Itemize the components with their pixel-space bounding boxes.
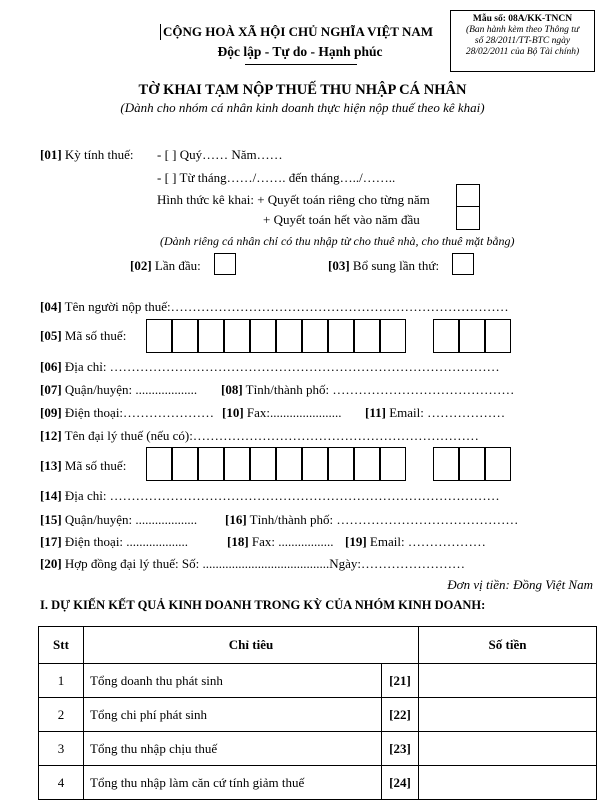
field-code: [14] — [40, 488, 62, 503]
tax-id-branch-cell[interactable] — [485, 447, 511, 481]
taxpayer-province-field[interactable] — [221, 382, 514, 398]
row-code: [23] — [382, 732, 419, 766]
field-code: [07] — [40, 382, 62, 397]
tax-id-digit-cell[interactable] — [380, 319, 406, 353]
tax-id-digit-cell[interactable] — [354, 319, 380, 353]
taxpayer-district-field[interactable] — [40, 382, 197, 398]
row-label: Tổng chi phí phát sinh — [84, 698, 382, 732]
tax-id-branch-cell[interactable] — [459, 319, 485, 353]
tax-id-digit-cell[interactable] — [380, 447, 406, 481]
page-title: TỜ KHAI TẠM NỘP THUẾ THU NHẬP CÁ NHÂN — [138, 82, 467, 98]
header-indicator: Chỉ tiêu — [84, 627, 419, 664]
taxpayer-address-field[interactable] — [40, 359, 500, 375]
agent-email-field[interactable] — [345, 534, 486, 550]
tax-id-digit-cell[interactable] — [328, 319, 354, 353]
form-code-box — [450, 10, 595, 72]
row-code: [22] — [382, 698, 419, 732]
agent-address-field[interactable] — [40, 488, 500, 504]
tax-id-digit-cell[interactable] — [146, 447, 172, 481]
row-stt: 4 — [39, 766, 84, 800]
row-amount-input[interactable] — [419, 698, 597, 732]
field-code: [17] — [40, 534, 62, 549]
field-text: Quận/huyện: ................... — [61, 512, 198, 527]
section-title: I. DỰ KIẾN KẾT QUẢ KINH DOANH TRONG KỲ CỦA NHÓM KINH DOANH: — [40, 598, 486, 612]
taxpayer-phone-field[interactable] — [40, 405, 214, 421]
row-stt: 2 — [39, 698, 84, 732]
tax-id-digit-cell[interactable] — [224, 447, 250, 481]
taxpayer-tax-id-label — [40, 328, 126, 344]
period-note: (Dành riêng cá nhân chỉ có thu nhập từ cho thuê nhà, cho thuê mặt bằng) — [160, 234, 515, 248]
period-code: [01] — [40, 147, 62, 162]
agent-province-field[interactable] — [225, 512, 518, 528]
tax-id-branch-cell[interactable] — [485, 319, 511, 353]
row-code: [24] — [382, 766, 419, 800]
form-code: Mẫu số: 08A/KK-TNCN — [472, 14, 573, 24]
taxpayer-fax-field[interactable] — [222, 405, 342, 421]
agent-district-field[interactable] — [40, 512, 197, 528]
taxpayer-email-field[interactable] — [365, 405, 505, 421]
field-code: [10] — [222, 405, 244, 420]
tax-id-branch-cell[interactable] — [433, 319, 459, 353]
method-first-year-checkbox[interactable] — [456, 206, 480, 230]
field-text: Email: ……………… — [385, 405, 506, 420]
first-time-label: Lần đầu: — [154, 258, 201, 273]
tax-id-digit-cell[interactable] — [276, 447, 302, 481]
tax-id-digit-cell[interactable] — [224, 319, 250, 353]
motto-underline — [245, 64, 357, 65]
tax-id-digit-cell[interactable] — [172, 447, 198, 481]
tax-id-digit-cell[interactable] — [276, 319, 302, 353]
supplement-label: Bổ sung lần thứ: — [352, 258, 440, 273]
method-label: Hình thức kê khai: + Quyết toán riêng cho từng năm — [157, 192, 430, 207]
field-text: Quận/huyện: ................... — [61, 382, 198, 397]
field-text: Điện thoại:………………… — [61, 405, 215, 420]
form-note-3: 28/02/2011 của Bộ Tài chính) — [465, 47, 580, 57]
form-note-1: (Ban hành kèm theo Thông tư — [465, 25, 580, 35]
field-code: [12] — [40, 428, 62, 443]
row-label: Tổng thu nhập làm căn cứ tính giảm thuế — [84, 766, 382, 800]
row-label: Tổng thu nhập chịu thuế — [84, 732, 382, 766]
field-code: [04] — [40, 299, 62, 314]
tax-id-digit-cell[interactable] — [198, 447, 224, 481]
tax-id-digit-cell[interactable] — [198, 319, 224, 353]
field-text: Fax: ................. — [248, 534, 334, 549]
table-row — [39, 664, 597, 698]
tax-id-digit-cell[interactable] — [250, 447, 276, 481]
results-table — [38, 626, 597, 800]
method-option-2: + Quyết toán hết vào năm đầu — [263, 212, 420, 227]
table-header — [39, 627, 597, 664]
field-code: [18] — [227, 534, 249, 549]
field-text: Mã số thuế: — [61, 328, 127, 343]
row-label: Tổng doanh thu phát sinh — [84, 664, 382, 698]
field-code: [08] — [221, 382, 243, 397]
first-time-field — [130, 258, 201, 274]
agent-contract-field[interactable] — [40, 556, 465, 572]
supplement-code: [03] — [328, 258, 350, 273]
field-code: [16] — [225, 512, 247, 527]
national-motto: Độc lập - Tự do - Hạnh phúc — [217, 44, 383, 59]
field-text: Điện thoại: ................... — [61, 534, 189, 549]
field-code: [06] — [40, 359, 62, 374]
method-separate-checkbox[interactable] — [456, 184, 480, 208]
field-code: [15] — [40, 512, 62, 527]
tax-id-branch-cell[interactable] — [459, 447, 485, 481]
field-code: [05] — [40, 328, 62, 343]
country-name: CỘNG HOÀ XÃ HỘI CHỦ NGHĨA VIỆT NAM — [160, 24, 443, 40]
row-code: [21] — [382, 664, 419, 698]
agent-tax-id-label — [40, 458, 126, 474]
tax-id-digit-cell[interactable] — [302, 319, 328, 353]
first-time-checkbox[interactable] — [214, 253, 236, 275]
tax-id-digit-cell[interactable] — [354, 447, 380, 481]
agent-fax-field[interactable] — [227, 534, 334, 550]
agent-name-field[interactable] — [40, 428, 479, 444]
row-amount-input[interactable] — [419, 766, 597, 800]
field-text: Email: ……………… — [366, 534, 486, 549]
field-code: [11] — [365, 405, 386, 420]
first-time-code: [02] — [130, 258, 152, 273]
header-amount: Số tiền — [419, 627, 597, 664]
period-months: - [ ] Từ tháng……/……. đến tháng…../…….. — [157, 170, 396, 185]
tax-id-branch-cell[interactable] — [433, 447, 459, 481]
field-code: [09] — [40, 405, 62, 420]
tax-id-digit-cell[interactable] — [250, 319, 276, 353]
row-amount-input[interactable] — [419, 732, 597, 766]
field-text: Tỉnh/thành phố: …………………………………… — [246, 512, 519, 527]
field-text: Địa chỉ: ……………………………………………………………………………… — [61, 359, 500, 374]
field-text: Fax:...................... — [243, 405, 342, 420]
taxpayer-name-field[interactable] — [40, 299, 509, 315]
tax-id-digit-cell[interactable] — [172, 319, 198, 353]
field-text: Tên người nộp thuế:…………………………………………………………………… — [61, 299, 509, 314]
table-row — [39, 698, 597, 732]
row-stt: 1 — [39, 664, 84, 698]
agent-phone-field[interactable] — [40, 534, 188, 550]
field-text: Hợp đồng đại lý thuế: Số: .......................................Ngày:…………………… — [61, 556, 466, 571]
field-text: Tên đại lý thuế (nếu có):………………………………………………………… — [61, 428, 479, 443]
field-text: Tỉnh/thành phố: …………………………………… — [242, 382, 515, 397]
supplement-number-box[interactable] — [452, 253, 474, 275]
tax-id-digit-cell[interactable] — [302, 447, 328, 481]
field-text: Địa chỉ: ……………………………………………………………………………… — [61, 488, 500, 503]
currency-note: Đơn vị tiền: Đồng Việt Nam — [447, 577, 593, 592]
table-row — [39, 732, 597, 766]
supplement-field — [328, 258, 439, 274]
period-quarter: - [ ] Quý…… Năm…… — [157, 147, 283, 162]
field-text: Mã số thuế: — [61, 458, 127, 473]
tax-id-digit-cell[interactable] — [146, 319, 172, 353]
period-label: [01] Kỳ tính thuế: — [40, 147, 134, 162]
page-subtitle: (Dành cho nhóm cá nhân kinh doanh thực hiện nộp thuế theo kê khai) — [120, 100, 485, 115]
row-amount-input[interactable] — [419, 664, 597, 698]
field-code: [13] — [40, 458, 62, 473]
table-row — [39, 766, 597, 800]
header-stt: Stt — [39, 627, 84, 664]
field-code: [20] — [40, 556, 62, 571]
form-note-2: số 28/2011/TT-BTC ngày — [474, 36, 571, 46]
field-code: [19] — [345, 534, 367, 549]
row-stt: 3 — [39, 732, 84, 766]
tax-id-digit-cell[interactable] — [328, 447, 354, 481]
